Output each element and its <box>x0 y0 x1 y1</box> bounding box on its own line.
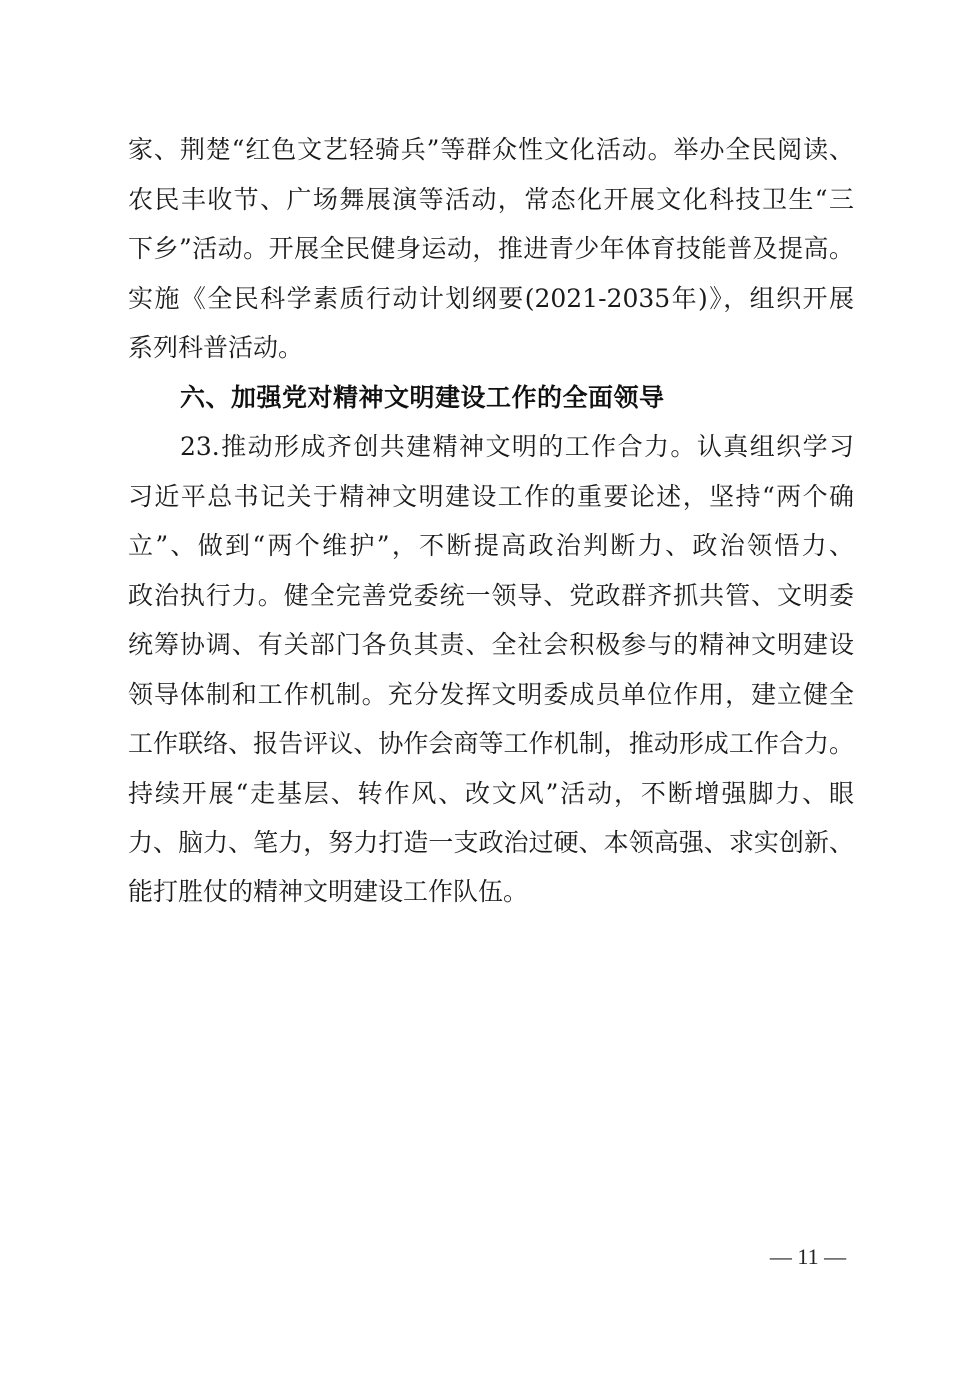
paragraph-line: 工作联络、报告评议、协作会商等工作机制，推动形成工作合力。 <box>128 729 854 758</box>
paragraph-line: 持续开展“走基层、转作风、改文风”活动，不断增强脚力、眼 <box>128 779 854 808</box>
paragraph-line: 实施《全民科学素质行动计划纲要(2021-2035年)》，组织开展 <box>128 284 854 313</box>
paragraph-line: 家、荆楚“红色文艺轻骑兵”等群众性文化活动。举办全民阅读、 <box>128 135 854 164</box>
paragraph-line: 系列科普活动。 <box>128 333 304 362</box>
page-number: — 11 — <box>769 1244 847 1269</box>
paragraph-line: 农民丰收节、广场舞展演等活动，常态化开展文化科技卫生“三 <box>128 185 854 214</box>
paragraph-line: 23.推动形成齐创共建精神文明的工作合力。认真组织学习 <box>180 432 854 461</box>
paragraph-line: 下乡”活动。开展全民健身运动，推进青少年体育技能普及提高。 <box>128 234 854 263</box>
paragraph-line: 力、脑力、笔力，努力打造一支政治过硬、本领高强、求实创新、 <box>128 828 854 857</box>
paragraph-line: 立”、做到“两个维护”，不断提高政治判断力、政治领悟力、 <box>128 531 854 560</box>
paragraph-line: 统筹协调、有关部门各负其责、全社会积极参与的精神文明建设 <box>128 630 854 659</box>
paragraph-line: 领导体制和工作机制。充分发挥文明委成员单位作用，建立健全 <box>128 680 854 709</box>
paragraph-line: 政治执行力。健全完善党委统一领导、党政群齐抓共管、文明委 <box>128 581 854 610</box>
paragraph-line: 习近平总书记关于精神文明建设工作的重要论述，坚持“两个确 <box>128 482 854 511</box>
section-heading: 六、加强党对精神文明建设工作的全面领导 <box>180 383 665 412</box>
paragraph-line: 能打胜仗的精神文明建设工作队伍。 <box>128 877 529 906</box>
